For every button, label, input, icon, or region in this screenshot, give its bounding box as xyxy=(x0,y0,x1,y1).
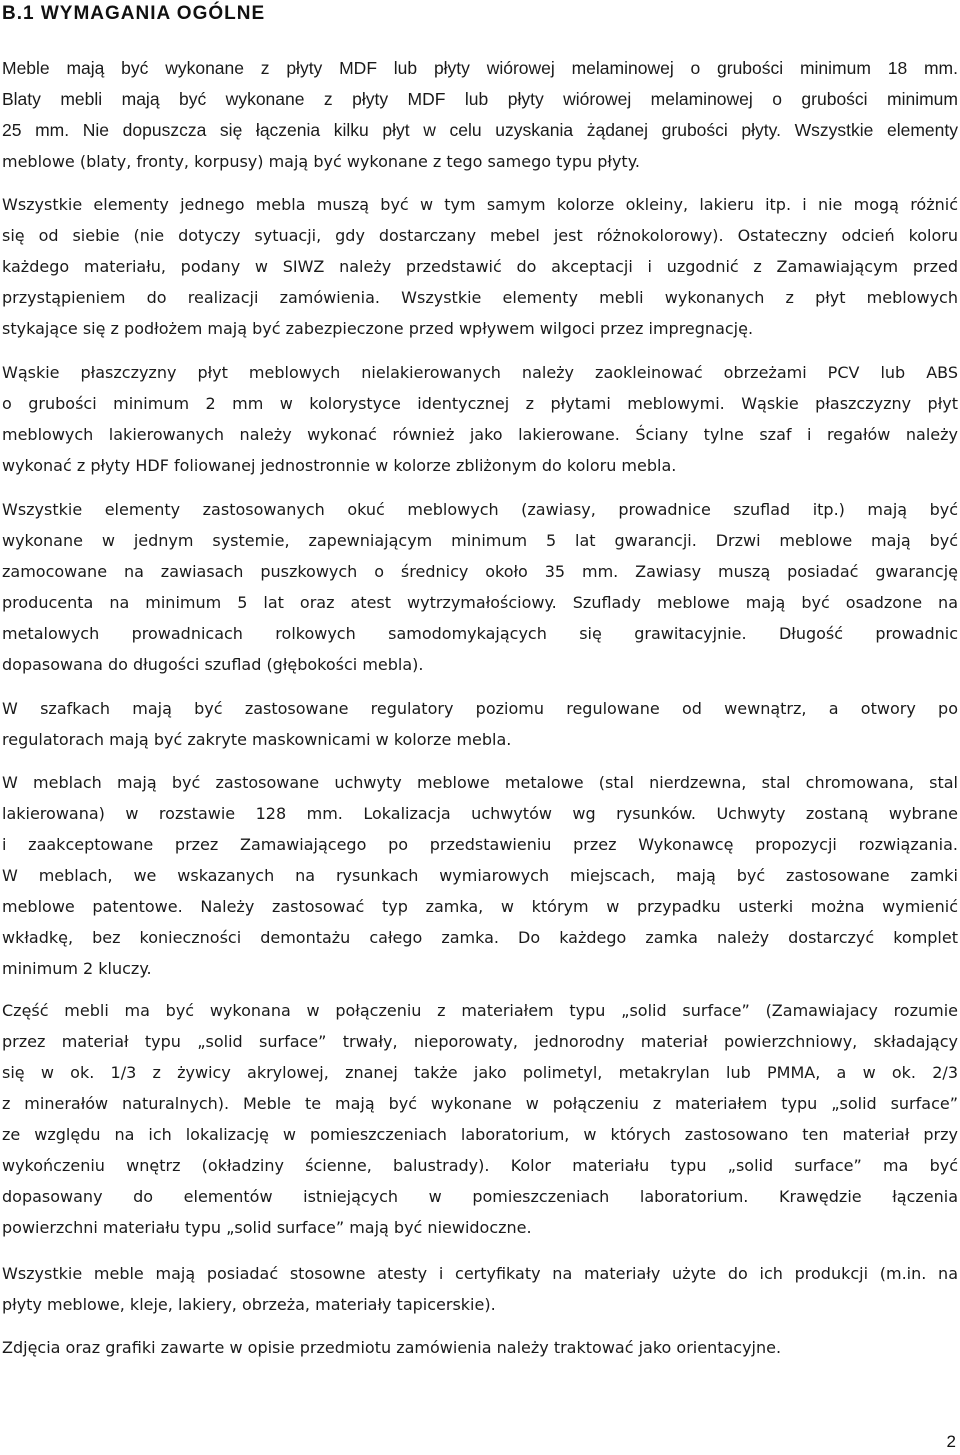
paragraph-images-note xyxy=(2,1332,958,1363)
page-number: 2 xyxy=(946,1432,956,1451)
text-line: Wszystkie meble mają posiadać stosowne atesty i certyfikaty na materiały użyte do ich produkcji (m.in. na xyxy=(2,1264,958,1283)
text-line: meblowe (blaty, fronty, korpusy) mają być wykonane z tego samego typu płyty. xyxy=(2,152,640,171)
text-line: przez materiał typu „solid surface” trwały, nieporowaty, jednorodny materiał powierzchniowy, składający xyxy=(2,1032,958,1051)
text-line: Wszystkie elementy jednego mebla muszą być w tym samym kolorze okleiny, lakieru itp. i nie mogą różnić xyxy=(2,195,958,214)
paragraph-materials xyxy=(2,53,958,177)
text-line: wykończeniu wnętrz (okładziny ścienne, balustrady). Kolor materiału typu „solid surface” ma być xyxy=(2,1156,958,1175)
text-line: Wąskie płaszczyzny płyt meblowych nielakierowanych należy zaokleinować obrzeżami PCV lub ABS xyxy=(2,363,958,382)
text-line: Blaty mebli mają być wykonane z płyty MDF lub płyty wiórowej melaminowej o grubości minimum xyxy=(2,89,958,109)
text-line: meblowych lakierowanych należy wykonać również jako lakierowane. Ściany tylne szaf i regałów należy xyxy=(2,425,958,444)
text-line: Część mebli ma być wykonana w połączeniu z materiałem typu „solid surface” (Zamawiajacy rozumie xyxy=(2,1001,958,1020)
text-line: producenta na minimum 5 lat oraz atest wytrzymałościowy. Szuflady meblowe mają być osadzone na xyxy=(2,593,958,612)
text-line: wkładkę, bez konieczności demontażu całego zamka. Do każdego zamka należy dostarczyć komplet xyxy=(2,928,958,947)
paragraph-solid-surface xyxy=(2,995,958,1243)
text-line: regulatorach mają być zakryte maskownicami w kolorze mebla. xyxy=(2,730,512,749)
text-line: W meblach mają być zastosowane uchwyty meblowe metalowe (stal nierdzewna, stal chromowana, stal xyxy=(2,773,958,792)
text-line: dopasowana do długości szuflad (głębokości mebla). xyxy=(2,655,424,674)
text-line: Wszystkie elementy zastosowanych okuć meblowych (zawiasy, prowadnice szuflad itp.) mają być xyxy=(2,500,958,519)
text-line: przystąpieniem do realizacji zamówienia. Wszystkie elementy mebli wykonanych z płyt meblowych xyxy=(2,288,958,307)
text-line: z minerałów naturalnych). Meble te mają być wykonane w połączeniu z materiałem typu „solid surface” xyxy=(2,1094,958,1113)
text-line: wykonane w jednym systemie, zapewniającym minimum 5 lat gwarancji. Drzwi meblowe mają być xyxy=(2,531,958,550)
text-line: stykające się z podłożem mają być zabezpieczone przed wpływem wilgoci przez impregnację. xyxy=(2,319,754,338)
text-line: ze względu na ich lokalizację w pomieszczeniach laboratorium, w których zastosowano ten materiał przy xyxy=(2,1125,958,1144)
text-line: lakierowana) w rozstawie 128 mm. Lokalizacja uchwytów wg rysunków. Uchwyty zostaną wybrane xyxy=(2,804,958,823)
text-line: W meblach, we wskazanych na rysunkach wymiarowych miejscach, mają być zastosowane zamki xyxy=(2,866,958,885)
text-line: i zaakceptowane przez Zamawiającego po przedstawieniu przez Wykonawcę propozycji rozwiązania. xyxy=(2,835,958,854)
text-line: Meble mają być wykonane z płyty MDF lub płyty wiórowej melaminowej o grubości minimum 18 mm. xyxy=(2,58,958,78)
text-line: się w ok. 1/3 z żywicy akrylowej, znanej także jako polimetyl, metakrylan lub PMMA, a w ok. 2/3 xyxy=(2,1063,958,1082)
text-line: 25 mm. Nie dopuszcza się łączenia kilku płyt w celu uzyskania żądanej grubości płyty. Wszystkie elementy xyxy=(2,120,958,140)
paragraph-levelers xyxy=(2,693,958,755)
paragraph-handles-locks xyxy=(2,767,958,984)
text-line: dopasowany do elementów istniejących w pomieszczeniach laboratorium. Krawędzie łączenia xyxy=(2,1187,958,1206)
text-line: wykonać z płyty HDF foliowanej jednostronnie w kolorze zbliżonym do koloru mebla. xyxy=(2,456,677,475)
text-line: o grubości minimum 2 mm w kolorystyce identycznej z płytami meblowymi. Wąskie płaszczyzny płyt xyxy=(2,394,958,413)
paragraph-fittings xyxy=(2,494,958,680)
section-heading: B.1 WYMAGANIA OGÓLNE xyxy=(2,3,266,24)
text-line xyxy=(2,115,958,146)
paragraph-certificates xyxy=(2,1258,958,1320)
text-line: W szafkach mają być zastosowane regulatory poziomu regulowane od wewnątrz, a otwory po xyxy=(2,699,958,718)
paragraph-colors xyxy=(2,189,958,344)
text-line: się od siebie (nie dotyczy sytuacji, gdy dostarczany mebel jest różnokolorowy). Ostateczny odcień koloru xyxy=(2,226,958,245)
text-line: każdego materiału, podany w SIWZ należy przedstawić do akceptacji i uzgodnić z Zamawiającym przed xyxy=(2,257,958,276)
text-line: zamocowane na zawiasach puszkowych o średnicy około 35 mm. Zawiasy muszą posiadać gwarancję xyxy=(2,562,958,581)
text-line: płyty meblowe, kleje, lakiery, obrzeża, materiały tapicerskie). xyxy=(2,1295,496,1314)
text-line: meblowe patentowe. Należy zastosować typ zamka, w którym w przypadku usterki można wymienić xyxy=(2,897,958,916)
text-line: metalowych prowadnicach rolkowych samodomykających się grawitacyjnie. Długość prowadnic xyxy=(2,624,958,643)
text-line: powierzchni materiału typu „solid surface” mają być niewidoczne. xyxy=(2,1218,532,1237)
paragraph-edges xyxy=(2,357,958,481)
text-line: Zdjęcia oraz grafiki zawarte w opisie przedmiotu zamówienia należy traktować jako orientacyjne. xyxy=(2,1338,782,1357)
text-line: minimum 2 kluczy. xyxy=(2,959,152,978)
